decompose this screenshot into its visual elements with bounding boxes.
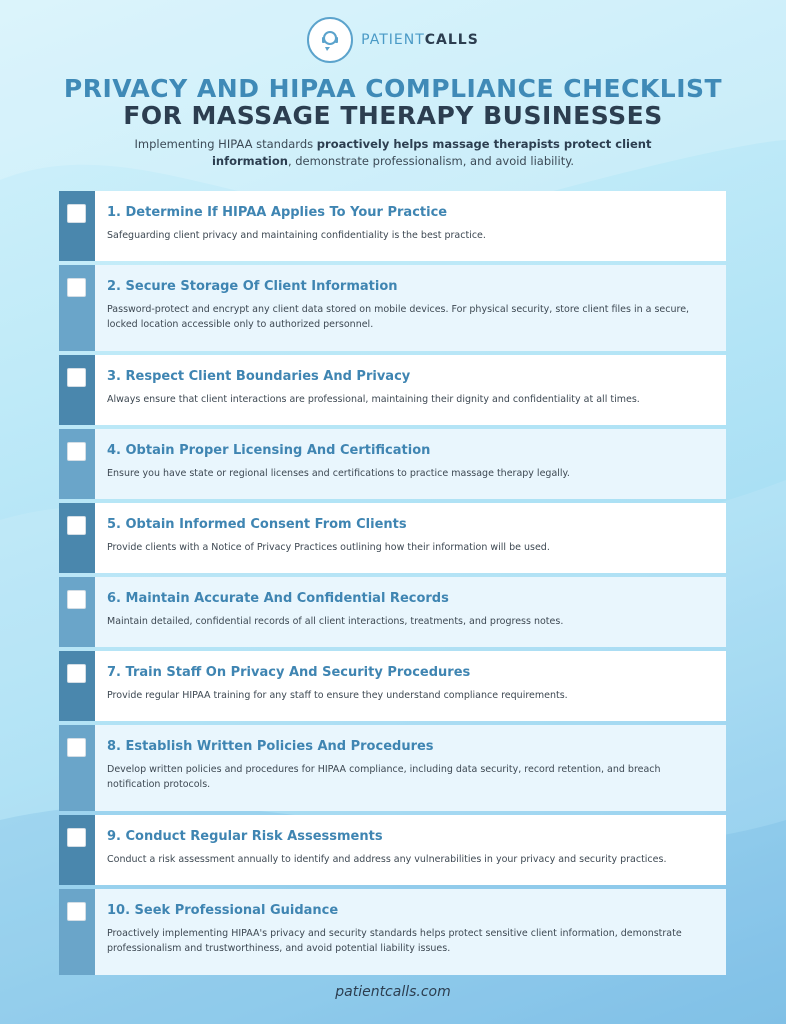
checklist-item-bar xyxy=(59,577,95,647)
checklist-item-desc: Develop written policies and procedures for HIPAA compliance, including data security, record retention, and breach notification protocols. xyxy=(107,764,661,790)
checklist-item xyxy=(59,577,726,647)
checkbox[interactable] xyxy=(67,368,86,387)
checkbox[interactable] xyxy=(67,738,86,757)
checklist-item-bar xyxy=(59,191,95,261)
checklist-item-card xyxy=(95,503,726,573)
checklist-item xyxy=(59,355,726,425)
checklist-item-card xyxy=(95,265,726,351)
checkbox[interactable] xyxy=(67,204,86,223)
checklist-item-title: 10. Seek Professional Guidance xyxy=(107,903,339,918)
checklist-item-card xyxy=(95,355,726,425)
checkbox[interactable] xyxy=(67,278,86,297)
checklist-item-card xyxy=(95,889,726,975)
brand-logo[interactable] xyxy=(0,18,786,62)
headset-chat-icon xyxy=(307,17,353,63)
checkbox[interactable] xyxy=(67,516,86,535)
checkbox[interactable] xyxy=(67,828,86,847)
checklist-item-title: 9. Conduct Regular Risk Assessments xyxy=(107,829,383,844)
checklist-item-title: 8. Establish Written Policies And Procedures xyxy=(107,739,434,754)
checklist-item-desc: Provide regular HIPAA training for any staff to ensure they understand compliance requirements. xyxy=(107,690,568,701)
checklist-item-bar xyxy=(59,503,95,573)
page-title-line2: FOR MASSAGE THERAPY BUSINESSES xyxy=(123,101,663,130)
checkbox[interactable] xyxy=(67,902,86,921)
checklist-item-card xyxy=(95,429,726,499)
checklist-item-card xyxy=(95,815,726,885)
checklist-item-desc: Proactively implementing HIPAA's privacy and security standards helps protect sensitive client information, demonstrate professionalism and trustworthiness, and avoid potential liability issues. xyxy=(107,928,682,954)
checklist-item-title: 2. Secure Storage Of Client Information xyxy=(107,279,398,294)
checklist-item-bar xyxy=(59,725,95,811)
checklist-item xyxy=(59,503,726,573)
checklist-item-bar xyxy=(59,265,95,351)
checklist-item-title: 1. Determine If HIPAA Applies To Your Practice xyxy=(107,205,448,220)
footer-url[interactable]: patientcalls.com xyxy=(335,984,451,1000)
checklist-item-title: 3. Respect Client Boundaries And Privacy xyxy=(107,369,411,384)
checklist-item xyxy=(59,429,726,499)
intro-text-b: , demonstrate professionalism, and avoid liability. xyxy=(287,154,575,168)
checklist-item-bar xyxy=(59,355,95,425)
checklist-item-bar xyxy=(59,429,95,499)
checklist-item-desc: Provide clients with a Notice of Privacy Practices outlining how their information will be used. xyxy=(107,542,550,553)
intro-paragraph xyxy=(130,136,656,170)
intro-text-a: Implementing HIPAA standards xyxy=(134,137,317,151)
checklist-item xyxy=(59,725,726,811)
checklist-item xyxy=(59,265,726,351)
checklist-item-bar xyxy=(59,815,95,885)
intro-text-bold: proactively helps massage therapists protect client information xyxy=(211,137,652,168)
checklist-item-desc: Ensure you have state or regional licenses and certifications to practice massage therapy legally. xyxy=(107,468,570,479)
checklist-item-card xyxy=(95,191,726,261)
brand-name-part1: PATIENT xyxy=(361,32,425,48)
checklist-item-card xyxy=(95,577,726,647)
brand-name-part2: CALLS xyxy=(424,32,479,48)
page-title-line1: PRIVACY AND HIPAA COMPLIANCE CHECKLIST xyxy=(63,74,723,103)
checklist-item xyxy=(59,889,726,975)
checkbox[interactable] xyxy=(67,664,86,683)
checkbox[interactable] xyxy=(67,590,86,609)
checklist-item-card xyxy=(95,725,726,811)
checklist-item-title: 7. Train Staff On Privacy And Security Procedures xyxy=(107,665,471,680)
checklist-item-desc: Password-protect and encrypt any client data stored on mobile devices. For physical security, store client files in a secure, locked location accessible only to authorized personnel. xyxy=(107,304,690,330)
checklist-item-title: 6. Maintain Accurate And Confidential Records xyxy=(107,591,449,606)
checklist-item-bar xyxy=(59,651,95,721)
checklist-item-desc: Safeguarding client privacy and maintaining confidentiality is the best practice. xyxy=(107,230,486,241)
brand-name xyxy=(361,32,479,48)
checklist-item-title: 5. Obtain Informed Consent From Clients xyxy=(107,517,407,532)
checklist-item-desc: Conduct a risk assessment annually to identify and address any vulnerabilities in your privacy and security practices. xyxy=(107,854,667,865)
checklist-item-desc: Maintain detailed, confidential records of all client interactions, treatments, and progress notes. xyxy=(107,616,564,627)
checkbox[interactable] xyxy=(67,442,86,461)
checklist-item xyxy=(59,815,726,885)
checklist-item-title: 4. Obtain Proper Licensing And Certification xyxy=(107,443,431,458)
checklist-item xyxy=(59,191,726,261)
checklist-item xyxy=(59,651,726,721)
checklist-item-desc: Always ensure that client interactions are professional, maintaining their dignity and confidentiality at all times. xyxy=(107,394,640,405)
checklist-item-card xyxy=(95,651,726,721)
checklist-item-bar xyxy=(59,889,95,975)
